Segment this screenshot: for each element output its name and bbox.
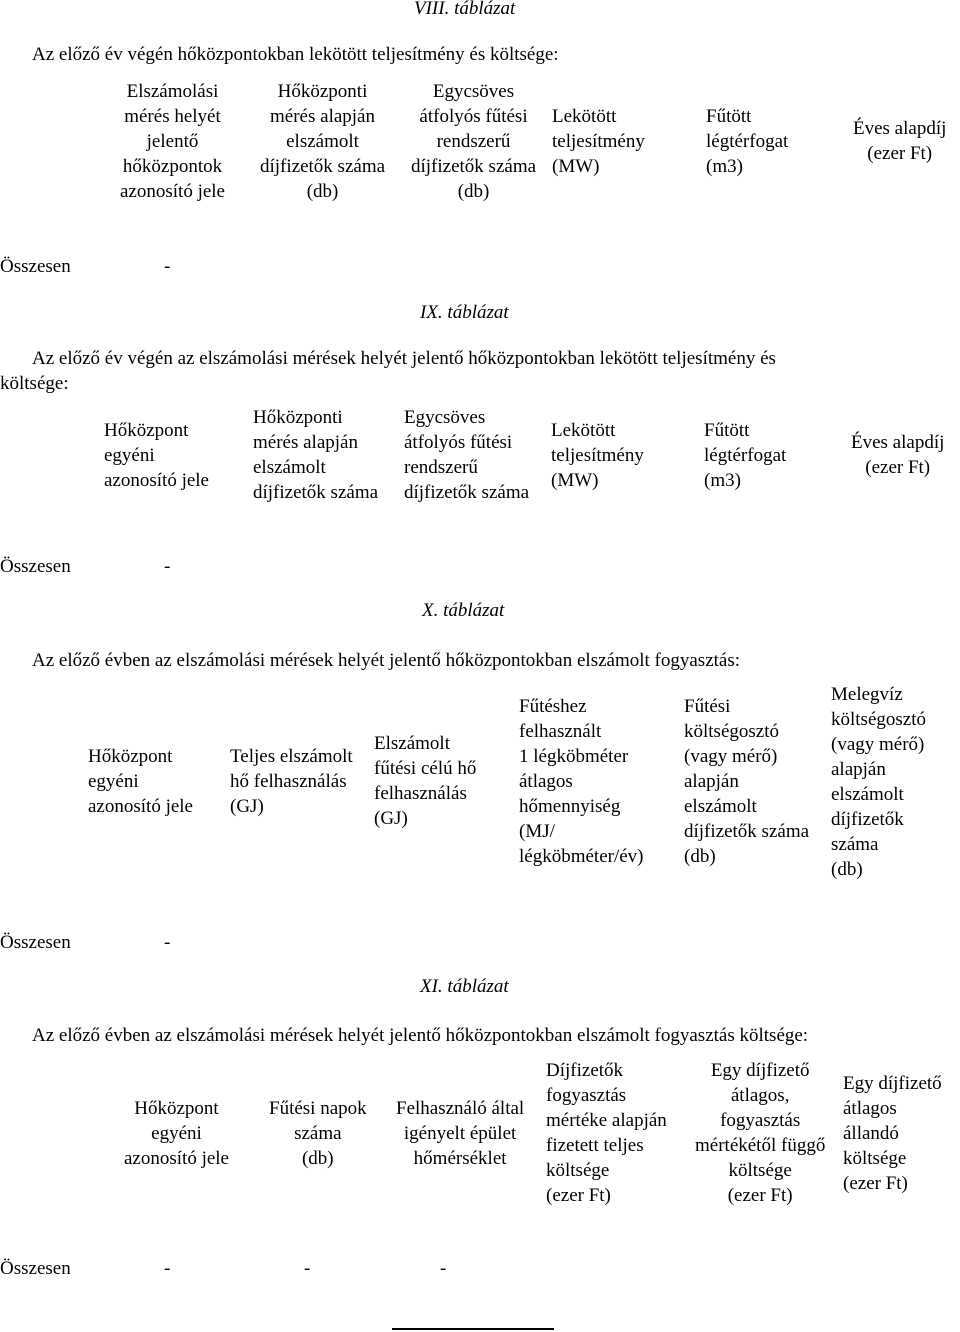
table-8-intro: Az előző év végén hőközpontokban lekötött teljesítmény és költsége: bbox=[32, 44, 559, 65]
t11-header-col6: Egy díjfizető átlagos állandó költsége (ezer Ft) bbox=[843, 1073, 942, 1194]
t10-header-col6: Melegvíz költségosztó (vagy mérő) alapján elszámolt díjfizetők száma (db) bbox=[831, 684, 926, 880]
t9-header-col1: Hőközpont egyéni azonosító jele bbox=[104, 420, 209, 491]
table-11-intro: Az előző évben az elszámolási mérések helyét jelentő hőközpontokban elszámolt fogyasztás költsége: bbox=[32, 1025, 809, 1046]
t8-total-value: - bbox=[164, 256, 171, 277]
table-9-heading: IX. táblázat bbox=[420, 302, 509, 323]
t8-header-col2: Hőközponti mérés alapján elszámolt díjfizetők száma (db) bbox=[260, 81, 386, 202]
footer-rule bbox=[392, 1328, 554, 1330]
t8-total-label: Összesen bbox=[0, 256, 71, 277]
t9-header-col3: Egycsöves átfolyós fűtési rendszerű díjfizetők száma bbox=[404, 407, 530, 503]
t9-header-col6: Éves alapdíj (ezer Ft) bbox=[851, 432, 945, 478]
table-8-heading: VIII. táblázat bbox=[414, 0, 516, 19]
t10-header-col5: Fűtési költségosztó (vagy mérő) alapján elszámolt díjfizetők száma (db) bbox=[684, 696, 810, 867]
t10-header-col3: Elszámolt fűtési célú hő felhasználás (GJ) bbox=[374, 733, 477, 829]
t10-header-col2: Teljes elszámolt hő felhasználás (GJ) bbox=[230, 746, 353, 817]
table-10-intro: Az előző évben az elszámolási mérések helyét jelentő hőközpontokban elszámolt fogyasztás: bbox=[32, 650, 741, 671]
t8-header-col5: Fűtött légtérfogat (m3) bbox=[706, 106, 789, 177]
t9-total-label: Összesen bbox=[0, 556, 71, 577]
t10-header-col4: Fűtéshez felhasznált 1 légköbméter átlagos hőmennyiség (MJ/ légköbméter/év) bbox=[519, 696, 644, 867]
t9-total-value: - bbox=[164, 556, 171, 577]
t9-header-col2: Hőközponti mérés alapján elszámolt díjfizetők száma bbox=[253, 407, 379, 503]
t8-header-col3: Egycsöves átfolyós fűtési rendszerű díjfizetők száma (db) bbox=[411, 81, 537, 202]
table-11-heading: XI. táblázat bbox=[420, 976, 509, 997]
t11-header-col2: Fűtési napok száma (db) bbox=[269, 1098, 367, 1169]
t10-total-value: - bbox=[164, 932, 171, 953]
t11-total-value-1: - bbox=[164, 1258, 171, 1279]
t9-header-col5: Fűtött légtérfogat (m3) bbox=[704, 420, 787, 491]
t10-header-col1: Hőközpont egyéni azonosító jele bbox=[88, 746, 193, 817]
table-9-intro-line1: Az előző év végén az elszámolási mérések helyét jelentő hőközpontokban lekötött teljesítmény és bbox=[32, 348, 776, 369]
t10-total-label: Összesen bbox=[0, 932, 71, 953]
t11-header-col5: Egy díjfizető átlagos, fogyasztás mértékétől függő költsége (ezer Ft) bbox=[695, 1060, 826, 1206]
t11-header-col3: Felhasználó által igényelt épület hőmérséklet bbox=[396, 1098, 525, 1169]
table-9-intro-line2: költsége: bbox=[0, 373, 69, 394]
t11-total-value-3: - bbox=[440, 1258, 447, 1279]
t8-header-col4: Lekötött teljesítmény (MW) bbox=[552, 106, 645, 177]
t11-header-col1: Hőközpont egyéni azonosító jele bbox=[124, 1098, 229, 1169]
table-10-heading: X. táblázat bbox=[422, 600, 505, 621]
t8-header-col6: Éves alapdíj (ezer Ft) bbox=[853, 118, 947, 164]
t11-total-value-2: - bbox=[304, 1258, 311, 1279]
t8-header-col1: Elszámolási mérés helyét jelentő hőközpontok azonosító jele bbox=[120, 81, 225, 202]
t11-total-label: Összesen bbox=[0, 1258, 71, 1279]
t9-header-col4: Lekötött teljesítmény (MW) bbox=[551, 420, 644, 491]
t11-header-col4: Díjfizetők fogyasztás mértéke alapján fizetett teljes költsége (ezer Ft) bbox=[546, 1060, 667, 1206]
